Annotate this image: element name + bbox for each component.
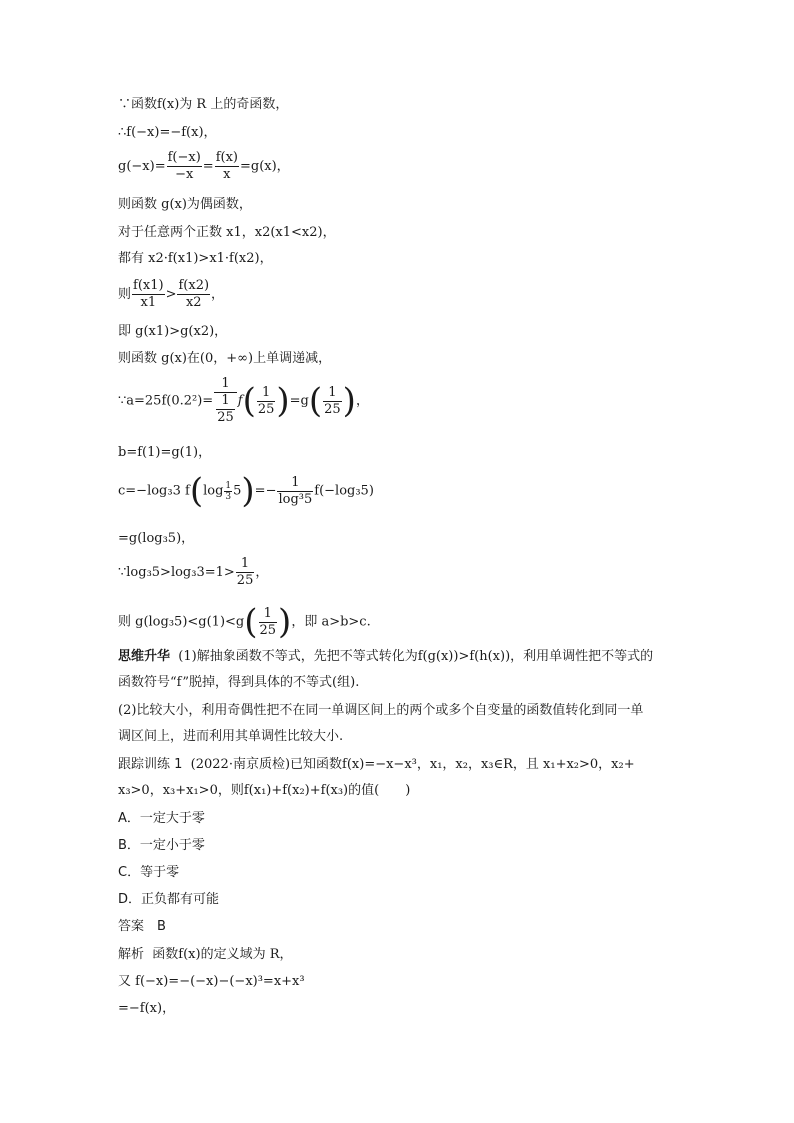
text-line: 调区间上，进而利用其单调性比较大小. — [118, 729, 344, 744]
option-d: D．正负都有可能 — [118, 892, 220, 907]
text-fragment: 5 — [233, 483, 242, 499]
section-label: 思维升华 — [118, 649, 171, 664]
section-label: 跟踪训练 1 — [118, 757, 183, 772]
numerator: 1 — [216, 393, 235, 410]
text-line: b=f(1)=g(1)， — [118, 445, 212, 460]
formula-line — [118, 376, 369, 426]
fraction — [236, 556, 255, 589]
text-fragment: ∵a=25f(0.2²)= — [118, 393, 214, 409]
numerator: f(x) — [215, 150, 238, 165]
fraction — [167, 150, 202, 183]
numerator: f(x1) — [133, 278, 164, 293]
text-fragment: ， — [211, 287, 225, 302]
text-fragment: ∵log₃5>log₃3=1> — [118, 565, 235, 580]
paragraph-line — [118, 648, 653, 666]
fraction — [215, 150, 239, 183]
section-label: 解析 — [118, 947, 145, 962]
text-fragment: = — [202, 159, 214, 174]
paren-right: ) — [342, 381, 356, 421]
paren-right: ) — [278, 602, 292, 642]
formula-line — [118, 471, 374, 511]
denominator: 25 — [324, 401, 341, 417]
fraction — [216, 393, 235, 426]
fraction — [224, 481, 232, 502]
denominator: 25 — [257, 401, 275, 417]
denominator: 25 — [236, 573, 254, 588]
text-fragment: 则 — [118, 287, 132, 302]
text-line: 则函数 g(x)为偶函数， — [118, 197, 252, 212]
text-fragment: ， — [355, 393, 369, 409]
text-fragment: ，即 a>b>c. — [291, 614, 371, 630]
denominator: 3 — [225, 491, 232, 502]
formula-line — [118, 602, 371, 642]
text-line: 函数符号“f”脱掉，得到具体的不等式(组). — [118, 675, 360, 690]
text-fragment: f — [237, 393, 243, 409]
denominator: 25 — [259, 622, 277, 638]
text-line: ∴f(−x)=−f(x)， — [118, 125, 217, 140]
text-fragment: f(−log₃5) — [314, 483, 374, 499]
text-line: 都有 x2·f(x1)>x1·f(x2)， — [118, 251, 273, 266]
fraction — [214, 376, 237, 426]
option-c: C．等于零 — [118, 865, 180, 880]
text-line: 又 f(−x)=−(−x)−(−x)³=x+x³ — [118, 974, 305, 989]
text-line: ∵函数f(x)为 R 上的奇函数， — [118, 97, 289, 112]
paren-left: ( — [308, 381, 323, 421]
option-a: A．一定大于零 — [118, 811, 205, 826]
formula-line — [118, 150, 290, 183]
answer-line: 答案 B — [118, 919, 166, 934]
formula-line — [118, 278, 224, 311]
fraction — [277, 475, 313, 508]
fraction — [132, 278, 165, 311]
denominator: x1 — [140, 295, 157, 310]
numerator: f(−x) — [167, 150, 201, 165]
text-fragment: =g(x)， — [239, 159, 290, 174]
paren-right: ) — [241, 471, 255, 511]
numerator: 1 — [236, 556, 255, 573]
text-fragment: 函数f(x)的定义域为 R， — [152, 947, 293, 962]
denominator: −x — [175, 167, 194, 182]
paragraph-line — [118, 946, 293, 964]
paren-left: ( — [244, 602, 258, 642]
text-fragment: c=−log₃3 f — [118, 483, 190, 499]
fraction — [259, 606, 278, 639]
denominator: 25 — [217, 410, 234, 425]
paren-right: ) — [276, 381, 290, 421]
formula-line — [118, 556, 268, 589]
text-line: (2)比较大小，利用奇偶性把不在同一单调区间上的两个或多个自变量的函数值转化到同一单 — [118, 703, 644, 718]
text-line: 对于任意两个正数 x1，x2(x1<x2)， — [118, 225, 336, 240]
text-fragment: 则 g(log₃5)<g(1)<g — [118, 614, 245, 630]
numerator: 1 — [214, 376, 237, 393]
numerator: 1 — [259, 606, 278, 623]
text-fragment: log — [203, 483, 224, 499]
fraction — [257, 385, 276, 418]
text-fragment: =g — [289, 393, 309, 409]
paragraph-line — [118, 756, 635, 774]
text-fragment: =− — [254, 483, 277, 499]
fraction — [177, 278, 210, 311]
fraction — [323, 385, 342, 418]
paren-left: ( — [242, 381, 256, 421]
denominator: x2 — [185, 295, 202, 310]
denominator — [214, 393, 237, 426]
option-b: B．一定小于零 — [118, 838, 205, 853]
numerator: 1 — [225, 480, 232, 491]
text-fragment: > — [165, 287, 177, 302]
denominator: log³5 — [278, 491, 313, 507]
numerator: 1 — [277, 475, 313, 492]
denominator: x — [223, 167, 231, 182]
text-line: 则函数 g(x)在(0，+∞)上单调递减， — [118, 351, 332, 366]
numerator: 1 — [323, 385, 342, 402]
paren-left: ( — [189, 471, 204, 511]
text-line: x₃>0，x₃+x₁>0，则f(x₁)+f(x₂)+f(x₃)的值( ) — [118, 783, 411, 798]
text-line: 即 g(x1)>g(x2)， — [118, 324, 228, 339]
numerator: f(x2) — [178, 278, 210, 293]
text-fragment: g(−x)= — [118, 159, 166, 174]
text-line: =g(log₃5)， — [118, 531, 195, 546]
text-line: =−f(x)， — [118, 1001, 176, 1016]
text-fragment: (2022·南京质检)已知函数f(x)=−x−x³，x₁，x₂，x₃∈R，且 x₁+x₂>0，x₂+ — [190, 757, 635, 772]
text-fragment: (1)解抽象函数不等式，先把不等式转化为f(g(x))>f(h(x))，利用单调性把不等式的 — [178, 649, 654, 664]
numerator: 1 — [257, 385, 276, 402]
text-fragment: ， — [255, 565, 269, 580]
